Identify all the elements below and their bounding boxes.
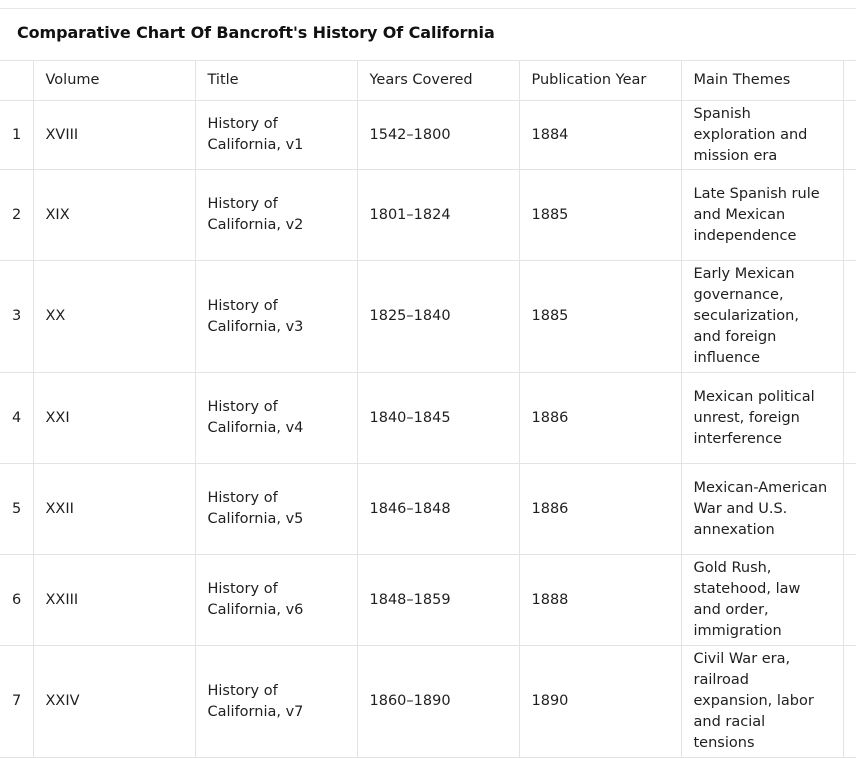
- column-header-years-covered[interactable]: Years Covered: [357, 61, 519, 101]
- page-title: Comparative Chart Of Bancroft's History Of California: [17, 23, 495, 42]
- cell-main-themes[interactable]: Early Mexican governance, secularization, and foreign influence: [681, 261, 843, 373]
- column-header-title[interactable]: Title: [195, 61, 357, 101]
- table-header-row: [0, 61, 856, 101]
- column-header-main-themes[interactable]: Main Themes: [681, 61, 843, 101]
- cell-main-themes[interactable]: Mexican-American War and U.S. annexation: [681, 464, 843, 555]
- cell-overflow: [843, 555, 856, 646]
- data-table: [0, 60, 856, 758]
- cell-volume[interactable]: XXI: [33, 373, 195, 464]
- cell-main-themes[interactable]: Mexican political unrest, foreign interference: [681, 373, 843, 464]
- cell-title[interactable]: History of California, v3: [195, 261, 357, 373]
- top-divider: [0, 8, 856, 9]
- cell-volume[interactable]: XIX: [33, 170, 195, 261]
- table-row: [0, 170, 856, 261]
- row-index: 7: [0, 646, 33, 758]
- table-row: [0, 261, 856, 373]
- cell-overflow: [843, 101, 856, 170]
- cell-volume[interactable]: XXII: [33, 464, 195, 555]
- row-index: 6: [0, 555, 33, 646]
- cell-publication-year[interactable]: 1885: [519, 170, 681, 261]
- cell-overflow: [843, 261, 856, 373]
- cell-publication-year[interactable]: 1886: [519, 373, 681, 464]
- cell-main-themes[interactable]: Spanish exploration and mission era: [681, 101, 843, 170]
- cell-volume[interactable]: XX: [33, 261, 195, 373]
- cell-publication-year[interactable]: 1890: [519, 646, 681, 758]
- cell-title[interactable]: History of California, v6: [195, 555, 357, 646]
- row-index: 3: [0, 261, 33, 373]
- column-header-index: [0, 61, 33, 101]
- column-header-publication-year[interactable]: Publication Year: [519, 61, 681, 101]
- row-index: 1: [0, 101, 33, 170]
- row-index: 2: [0, 170, 33, 261]
- cell-years-covered[interactable]: 1848–1859: [357, 555, 519, 646]
- cell-title[interactable]: History of California, v1: [195, 101, 357, 170]
- cell-publication-year[interactable]: 1888: [519, 555, 681, 646]
- cell-volume[interactable]: XVIII: [33, 101, 195, 170]
- row-index: 4: [0, 373, 33, 464]
- cell-title[interactable]: History of California, v7: [195, 646, 357, 758]
- table-container: [0, 60, 856, 758]
- cell-publication-year[interactable]: 1884: [519, 101, 681, 170]
- table-row: [0, 646, 856, 758]
- cell-years-covered[interactable]: 1846–1848: [357, 464, 519, 555]
- cell-main-themes[interactable]: Civil War era, railroad expansion, labor and racial tensions: [681, 646, 843, 758]
- table-row: [0, 464, 856, 555]
- cell-years-covered[interactable]: 1825–1840: [357, 261, 519, 373]
- cell-volume[interactable]: XXIII: [33, 555, 195, 646]
- cell-volume[interactable]: XXIV: [33, 646, 195, 758]
- cell-overflow: [843, 646, 856, 758]
- column-header-volume[interactable]: Volume: [33, 61, 195, 101]
- column-header-overflow: [843, 61, 856, 101]
- table-row: [0, 101, 856, 170]
- cell-overflow: [843, 170, 856, 261]
- table-row: [0, 555, 856, 646]
- cell-main-themes[interactable]: Gold Rush, statehood, law and order, immigration: [681, 555, 843, 646]
- cell-title[interactable]: History of California, v4: [195, 373, 357, 464]
- cell-years-covered[interactable]: 1542–1800: [357, 101, 519, 170]
- cell-years-covered[interactable]: 1840–1845: [357, 373, 519, 464]
- cell-publication-year[interactable]: 1885: [519, 261, 681, 373]
- cell-overflow: [843, 464, 856, 555]
- cell-main-themes[interactable]: Late Spanish rule and Mexican independence: [681, 170, 843, 261]
- cell-overflow: [843, 373, 856, 464]
- cell-title[interactable]: History of California, v2: [195, 170, 357, 261]
- cell-years-covered[interactable]: 1801–1824: [357, 170, 519, 261]
- table-row: [0, 373, 856, 464]
- row-index: 5: [0, 464, 33, 555]
- cell-title[interactable]: History of California, v5: [195, 464, 357, 555]
- cell-years-covered[interactable]: 1860–1890: [357, 646, 519, 758]
- cell-publication-year[interactable]: 1886: [519, 464, 681, 555]
